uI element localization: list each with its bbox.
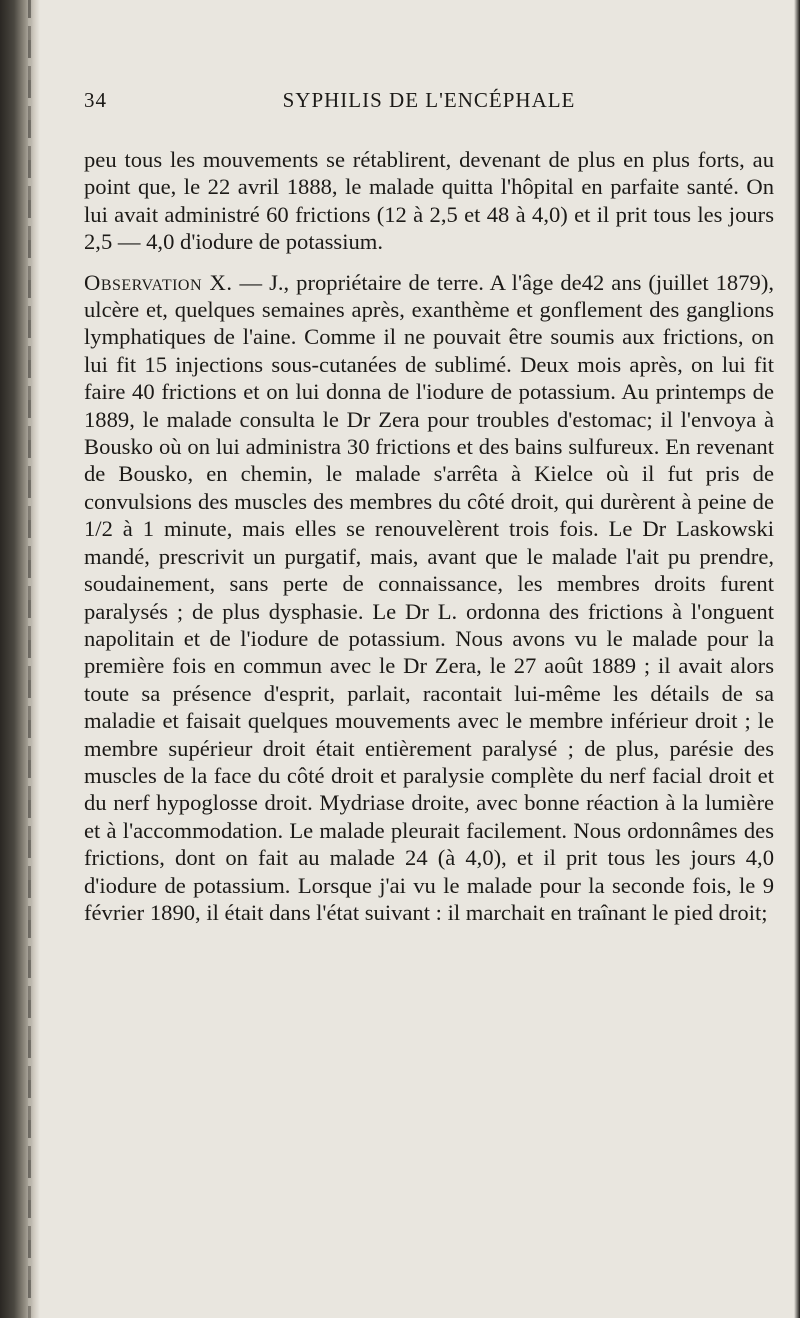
page-number: 34 [84,88,107,112]
paragraph-continuation [84,146,774,256]
body-text [84,146,774,926]
running-head: SYPHILIS DE L'ENCÉPHALE [282,88,576,112]
binding-edge-texture [28,0,31,1318]
paragraph-text: peu tous les mouvements se rétablirent, devenant de plus en plus forts, au point que, le 22 avril 1888, le malade quitta l'hôpital en parfaite santé. On lui avait administré 60 frictions (12 à 2,5 et 48 à 4,0) et il prit tous les jours 2,5 — 4,0 d'iodure de potassium. [84,147,774,255]
book-binding-shadow [0,0,40,1318]
page-right-edge [794,0,800,1318]
paragraph-text: — J., propriétaire de terre. A l'âge de42 ans (juillet 1879), ulcère et, quelques semaines après, exanthème et gonflement des ganglions lymphatiques de l'aine. Comme il ne pouvait être soumis aux frictions, on lui fit 15 injections sous-cutanées de sublimé. Deux mois après, on lui fit faire 40 frictions et on lui donna de l'iodure de potassium. Au printemps de 1889, le malade consulta le Dr Zera pour troubles d'estomac; il l'envoya à Bousko où on lui administra 30 frictions et des bains sulfureux. En revenant de Bousko, en chemin, le malade s'arrêta à Kielce où il fut pris de convulsions des muscles des membres du côté droit, qui durèrent à peine de 1/2 à 1 minute, mais elles se renouvelèrent trois fois. Le Dr Laskowski mandé, prescrivit un purgatif, mais, avant que le malade l'ait pu prendre, soudainement, sans perte de connaissance, les membres droits furent paralysés ; de plus dysphasie. Le Dr L. ordonna des frictions à l'onguent napolitain et de l'iodure de potassium. Nous avons vu le malade pour la première fois en commun avec le Dr Zera, le 27 août 1889 ; il avait alors toute sa présence d'esprit, parlait, racontait lui-même les détails de sa maladie et faisait quelques mouvements avec le membre inférieur droit ; le membre supérieur droit était entièrement paralysé ; de plus, parésie des muscles de la face du côté droit et paralysie complète du nerf facial droit et du nerf hypoglosse droit. Mydriase droite, avec bonne réaction à la lumière et à l'accommodation. Le malade pleurait facilement. Nous ordonnâmes des frictions, dont on fait au malade 24 (à 4,0), et il prit tous les jours 4,0 d'iodure de potassium. Lorsque j'ai vu le malade pour la seconde fois, le 9 février 1890, il était dans l'état suivant : il marchait en traînant le pied droit; [84,269,774,925]
page-header [84,88,774,128]
paragraph-observation-x [84,269,774,927]
book-page [84,88,774,925]
observation-heading: Observation X. [84,269,233,295]
